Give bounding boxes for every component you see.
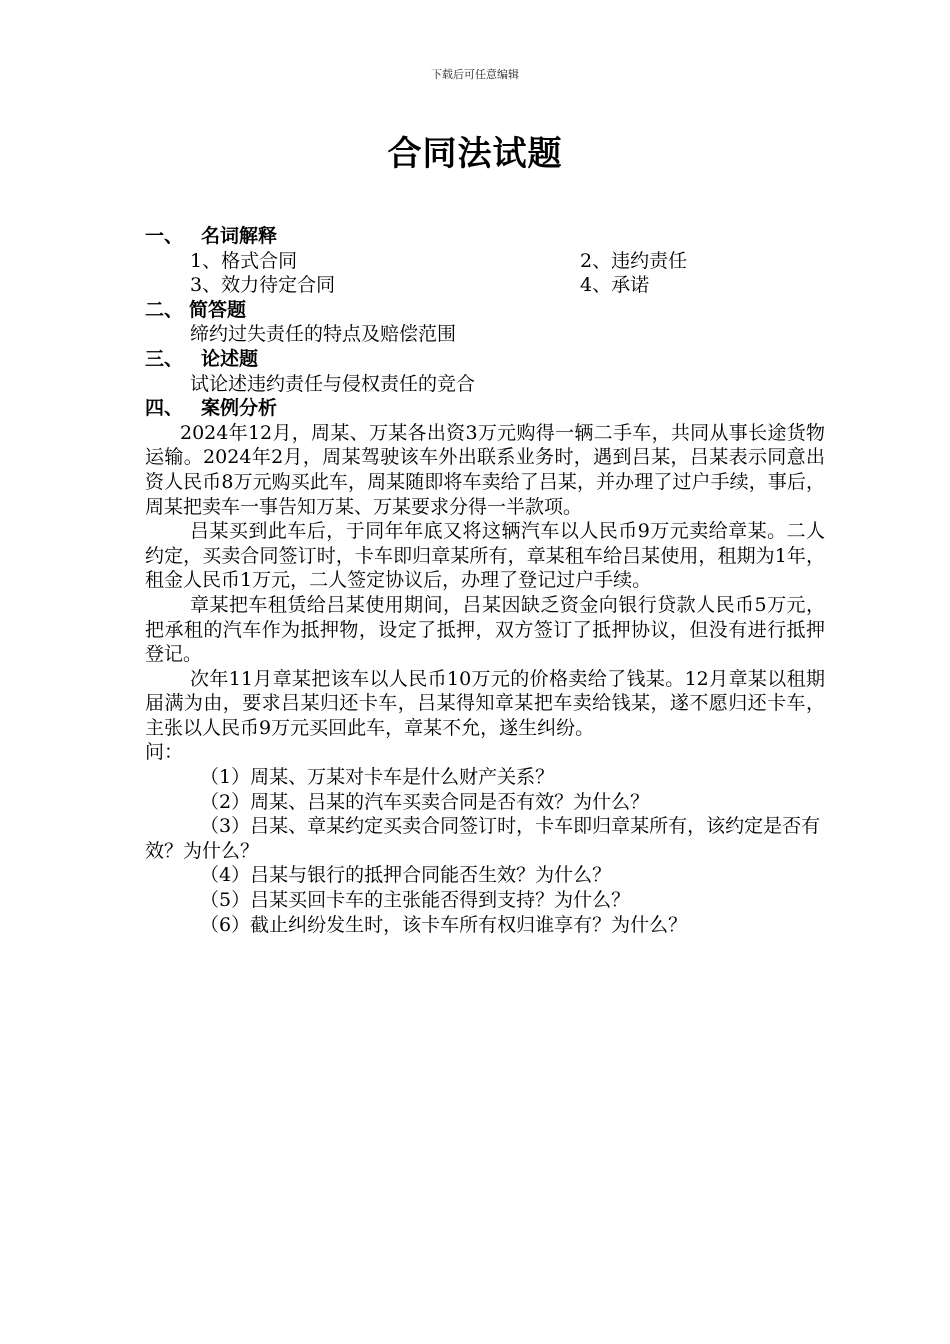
question-item: （6）截止纠纷发生时，该卡车所有权归谁享有？为什么？ [200, 913, 688, 936]
case-paragraph: 次年11月章某把该车以人民币10万元的价格卖给了钱某。12月章某以租期届满为由，要求吕某归还卡车，吕某得知章某把车卖给钱某，遂不愿归还卡车，主张以人民币9万元买回此车，章某不允，遂生纠纷。 [145, 667, 825, 739]
document-body [145, 224, 825, 937]
question-label: 问： [145, 741, 184, 764]
case-paragraph: 章某把车租赁给吕某使用期间，吕某因缺乏资金向银行贷款人民币5万元，把承租的汽车作为抵押物，设定了抵押，双方签订了抵押协议，但没有进行抵押登记。 [145, 593, 825, 666]
essay-item: 试论述违约责任与侵权责任的竞合 [190, 372, 476, 395]
section-number: 四、 [145, 397, 184, 420]
section-number: 三、 [145, 347, 184, 370]
section-number: 二、 [145, 298, 184, 321]
section-heading-3 [145, 347, 825, 372]
term-item: 3、效力待定合同 [190, 274, 336, 297]
case-paragraph: 2024年12月，周某、万某各出资3万元购得一辆二手车，共同从事长途货物运输。2024年2月，周某驾驶该车外出联系业务时，遇到吕某，吕某表示同意出资人民币8万元购买此车，周某随即将车卖给了吕某，并办理了过户手续，事后，周某把卖车一事告知万某、万某要求分得一半款项。 [145, 421, 825, 518]
case-paragraph: 吕某买到此车后，于同年年底又将这辆汽车以人民币9万元卖给章某。二人约定，买卖合同签订时，卡车即归章某所有，章某租车给吕某使用，租期为1年，租金人民币1万元，二人签定协议后，办理了登记过户手续。 [145, 520, 825, 592]
short-answer-item: 缔约过失责任的特点及赔偿范围 [190, 323, 457, 346]
question-item: （3）吕某、章某约定买卖合同签订时，卡车即归章某所有，该约定是否有效？为什么？ [145, 815, 821, 862]
term-row [145, 273, 825, 298]
section-title: 论述题 [201, 347, 259, 370]
question-item: （2）周某、吕某的汽车买卖合同是否有效？为什么？ [200, 790, 650, 813]
section-heading-1 [145, 224, 825, 249]
question-item: （5）吕某买回卡车的主张能否得到支持？为什么？ [200, 889, 631, 912]
header-note: 下载后可任意编辑 [431, 68, 519, 81]
page-title: 合同法试题 [387, 134, 563, 174]
question-item: （1）周某、万某对卡车是什么财产关系？ [200, 766, 555, 789]
term-item: 4、承诺 [580, 274, 650, 297]
section-heading-4 [145, 396, 825, 421]
question-item: （4）吕某与银行的抵押合同能否生效？为什么？ [200, 864, 612, 887]
section-title: 简答题 [189, 298, 247, 321]
section-title: 名词解释 [201, 225, 278, 247]
term-item: 1、格式合同 [190, 249, 298, 272]
term-row [145, 249, 825, 274]
section-heading-2 [145, 298, 825, 323]
section-number: 一、 [145, 225, 184, 247]
term-item: 2、违约责任 [580, 249, 688, 272]
section-title: 案例分析 [201, 397, 278, 420]
